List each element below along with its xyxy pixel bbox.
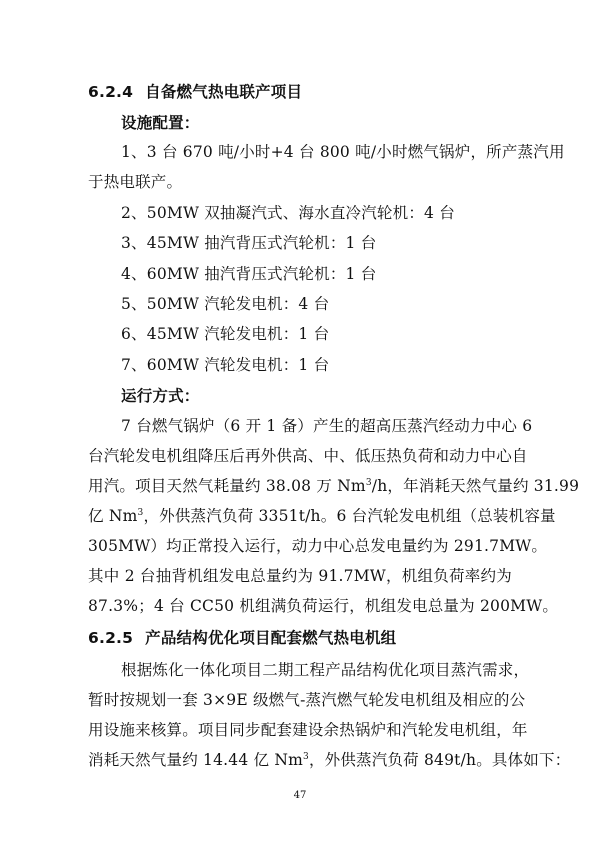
product-line: 用设施来核算。项目同步配套建设余热锅炉和汽轮发电机组，年 <box>88 721 528 739</box>
facilities-heading: 设施配置： <box>121 114 200 132</box>
operation-line: 87.3%；4 台 CC50 机组满负荷运行，机组发电总量为 200MW。 <box>88 597 559 615</box>
section-number: 6.2.5 <box>88 629 134 647</box>
facility-item: 2、50MW 双抽凝汽式、海水直冷汽轮机：4 台 <box>121 204 455 222</box>
operation-line: 305MW）均正常投入运行，动力中心总发电量约为 291.7MW。 <box>88 537 548 555</box>
operation-heading: 运行方式： <box>121 387 200 405</box>
operation-line: 7 台燃气锅炉（6 开 1 备）产生的超高压蒸汽经动力中心 6 <box>121 417 533 435</box>
facility-item: 5、50MW 汽轮发电机：4 台 <box>121 295 330 313</box>
operation-line <box>88 506 556 526</box>
facility-item-continued: 于热电联产。 <box>88 173 183 191</box>
superscript: 3 <box>137 507 144 518</box>
operation-line: 其中 2 台抽背机组发电总量约为 91.7MW，机组负荷率约为 <box>88 567 512 585</box>
facility-item: 1、3 台 670 吨/小时+4 台 800 吨/小时燃气锅炉，所产蒸汽用 <box>121 143 565 161</box>
operation-text: /h，年消耗天然气量约 31.99 <box>371 477 580 495</box>
page-number: 47 <box>293 790 307 801</box>
operation-text: ，外供蒸汽负荷 3351t/h。6 台汽轮发电机组（总装机容量 <box>143 507 556 525</box>
operation-line <box>88 476 580 496</box>
facility-item: 3、45MW 抽汽背压式汽轮机：1 台 <box>121 234 377 252</box>
operation-text: 用汽。项目天然气耗量约 38.08 万 Nm <box>88 477 366 495</box>
section-heading-6-2-5 <box>88 628 512 648</box>
superscript: 3 <box>365 477 372 488</box>
section-title: 自备燃气热电联产项目 <box>145 83 303 101</box>
product-text: 消耗天然气量约 14.44 亿 Nm <box>88 751 304 769</box>
product-line <box>88 750 571 770</box>
product-line: 暂时按规划一套 3×9E 级燃气-蒸汽燃气轮发电机组及相应的公 <box>88 691 526 709</box>
facility-item: 6、45MW 汽轮发电机：1 台 <box>121 325 330 343</box>
facility-item: 4、60MW 抽汽背压式汽轮机：1 台 <box>121 265 377 283</box>
product-text: ，外供蒸汽负荷 849t/h。具体如下： <box>308 751 571 769</box>
superscript: 3 <box>303 751 309 762</box>
section-title: 产品结构优化项目配套燃气热电机组 <box>145 629 397 647</box>
operation-line: 台汽轮发电机组降压后再外供高、中、低压热负荷和动力中心自 <box>88 447 528 465</box>
operation-text: 亿 Nm <box>88 507 138 525</box>
facility-item: 7、60MW 汽轮发电机：1 台 <box>121 356 330 374</box>
product-line: 根据炼化一体化项目二期工程产品结构优化项目蒸汽需求， <box>121 661 530 679</box>
section-number: 6.2.4 <box>88 83 134 101</box>
section-heading-6-2-4 <box>88 82 512 102</box>
